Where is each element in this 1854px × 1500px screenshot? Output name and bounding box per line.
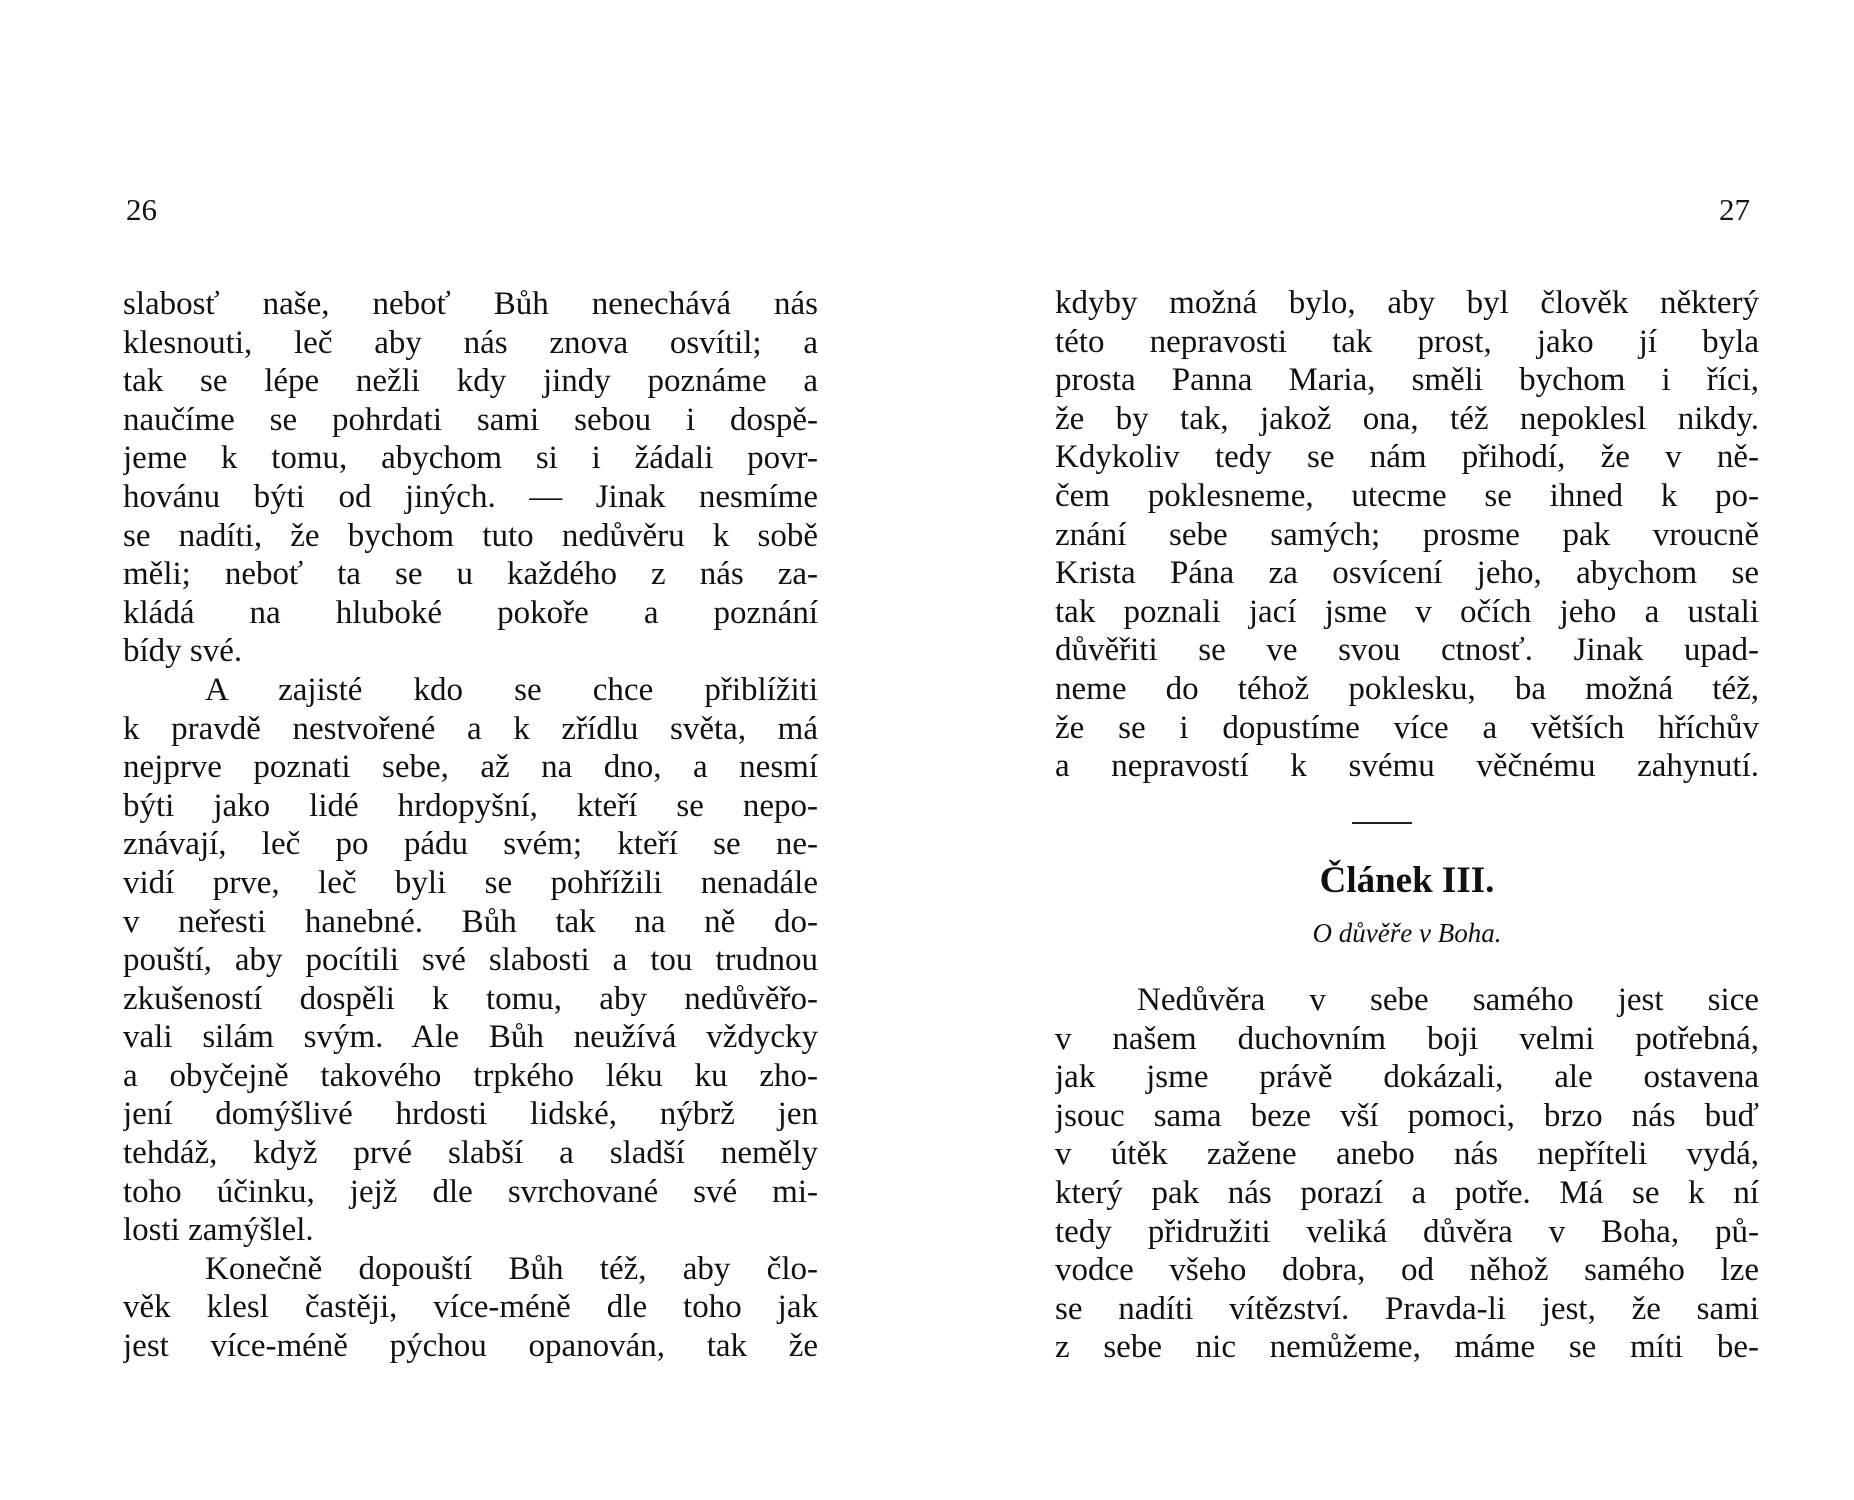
text-line: jeme k tomu, abychom si i žádali povr- xyxy=(123,440,818,477)
text-line: této nepravosti tak prost, jako jí byla xyxy=(1055,323,1759,360)
text-line: a nepravostí k svému věčnému zahynutí. xyxy=(1055,748,1759,785)
left-page-text xyxy=(123,285,818,1366)
text-line: důvěřiti se ve svou ctnosť. Jinak upad- xyxy=(1055,632,1759,669)
text-line: vidí prve, leč byli se pohřížili nenadále xyxy=(123,864,818,901)
text-line: že by tak, jakož ona, též nepoklesl nikdy. xyxy=(1055,400,1759,437)
section-heading: Článek III. xyxy=(1319,860,1495,901)
text-line: měli; neboť ta se u každého z nás za- xyxy=(123,556,818,593)
text-line: znávají, leč po pádu svém; kteří se ne- xyxy=(123,826,818,863)
section-body-text xyxy=(1055,981,1759,1367)
section-divider xyxy=(1352,822,1412,824)
text-line: klesnouti, leč aby nás znova osvítil; a xyxy=(123,324,818,361)
text-line: Krista Pána za osvícení jeho, abychom se xyxy=(1055,555,1759,592)
text-line: Konečně dopouští Bůh též, aby člo- xyxy=(205,1250,818,1287)
text-line: tedy přidružiti veliká důvěra v Boha, pů- xyxy=(1055,1213,1759,1250)
text-line: slabosť naše, neboť Bůh nenechává nás xyxy=(123,286,818,322)
text-line: býti jako lidé hrdopyšní, kteří se nepo- xyxy=(123,787,818,824)
text-line: se nadíti, že bychom tuto nedůvěru k sobě xyxy=(123,517,818,554)
text-line: se nadíti vítězství. Pravda-li jest, že sami xyxy=(1055,1290,1759,1327)
text-line: věk klesl častěji, více-méně dle toho jak xyxy=(123,1289,818,1326)
text-line: kládá na hluboké pokoře a poznání xyxy=(123,594,818,631)
text-line: zkušeností dospěli k tomu, aby nedůvěřo- xyxy=(123,980,818,1017)
text-line: k pravdě nestvořené a k zřídlu světa, má xyxy=(123,710,818,747)
text-line: pouští, aby pocítili své slabosti a tou trudnou xyxy=(123,942,818,979)
text-line: toho účinku, jejž dle svrchované své mi- xyxy=(123,1173,818,1210)
text-line: a obyčejně takového trpkého léku ku zho- xyxy=(123,1057,818,1094)
text-line: tak se lépe nežli kdy jindy poznáme a xyxy=(123,363,818,400)
text-line: nejprve poznati sebe, až na dno, a nesmí xyxy=(123,749,818,786)
text-line: prosta Panna Maria, směli bychom i říci, xyxy=(1055,362,1759,399)
text-line: jsouc sama beze vší pomoci, brzo nás buď xyxy=(1055,1097,1759,1134)
section-subtitle: O důvěře v Boha. xyxy=(1312,918,1502,948)
right-page xyxy=(927,0,1854,1500)
text-line: bídy své. xyxy=(123,633,243,670)
text-line: vodce všeho dobra, od něhož samého lze xyxy=(1055,1252,1759,1289)
text-line: jest více-méně pýchou opanován, tak že xyxy=(123,1328,818,1365)
text-line: který pak nás porazí a potře. Má se k ní xyxy=(1055,1174,1759,1211)
text-line: naučíme se pohrdati sami sebou i dospě- xyxy=(123,401,818,438)
text-line: že se i dopustíme více a větších hříchův xyxy=(1055,709,1759,746)
text-line: neme do téhož poklesku, ba možná též, xyxy=(1055,670,1759,707)
text-line: Kdykoliv tedy se nám přihodí, že v ně- xyxy=(1055,439,1759,476)
text-line: losti zamýšlel. xyxy=(123,1212,314,1249)
text-line: znání sebe samých; prosme pak vroucně xyxy=(1055,516,1759,553)
text-line: v našem duchovním boji velmi potřebná, xyxy=(1055,1020,1759,1057)
text-line: A zajisté kdo se chce přiblížiti xyxy=(205,671,818,708)
text-line: Nedůvěra v sebe samého jest sice xyxy=(1137,982,1759,1018)
page-number-left: 26 xyxy=(126,192,157,227)
text-line: tak poznali jací jsme v očích jeho a ustali xyxy=(1055,593,1759,630)
text-line: tehdáž, když prvé slabší a sladší neměly xyxy=(123,1135,818,1172)
text-line: v útěk zažene anebo nás nepříteli vydá, xyxy=(1055,1136,1759,1173)
text-line: čem poklesneme, utecme se ihned k po- xyxy=(1055,477,1759,514)
text-line: hovánu býti od jiných. — Jinak nesmíme xyxy=(123,478,818,515)
text-line: jení domýšlivé hrdosti lidské, nýbrž jen xyxy=(123,1096,818,1133)
text-line: v neřesti hanebné. Bůh tak na ně do- xyxy=(123,903,818,940)
text-line: kdyby možná bylo, aby byl člověk některý xyxy=(1055,285,1759,321)
text-line: z sebe nic nemůžeme, máme se míti be- xyxy=(1055,1329,1759,1366)
text-line: vali silám svým. Ale Bůh neužívá vždycky xyxy=(123,1019,818,1056)
right-page-text xyxy=(1055,284,1759,786)
text-line: jak jsme právě dokázali, ale ostavena xyxy=(1055,1059,1759,1096)
page-number-right: 27 xyxy=(1719,192,1750,227)
